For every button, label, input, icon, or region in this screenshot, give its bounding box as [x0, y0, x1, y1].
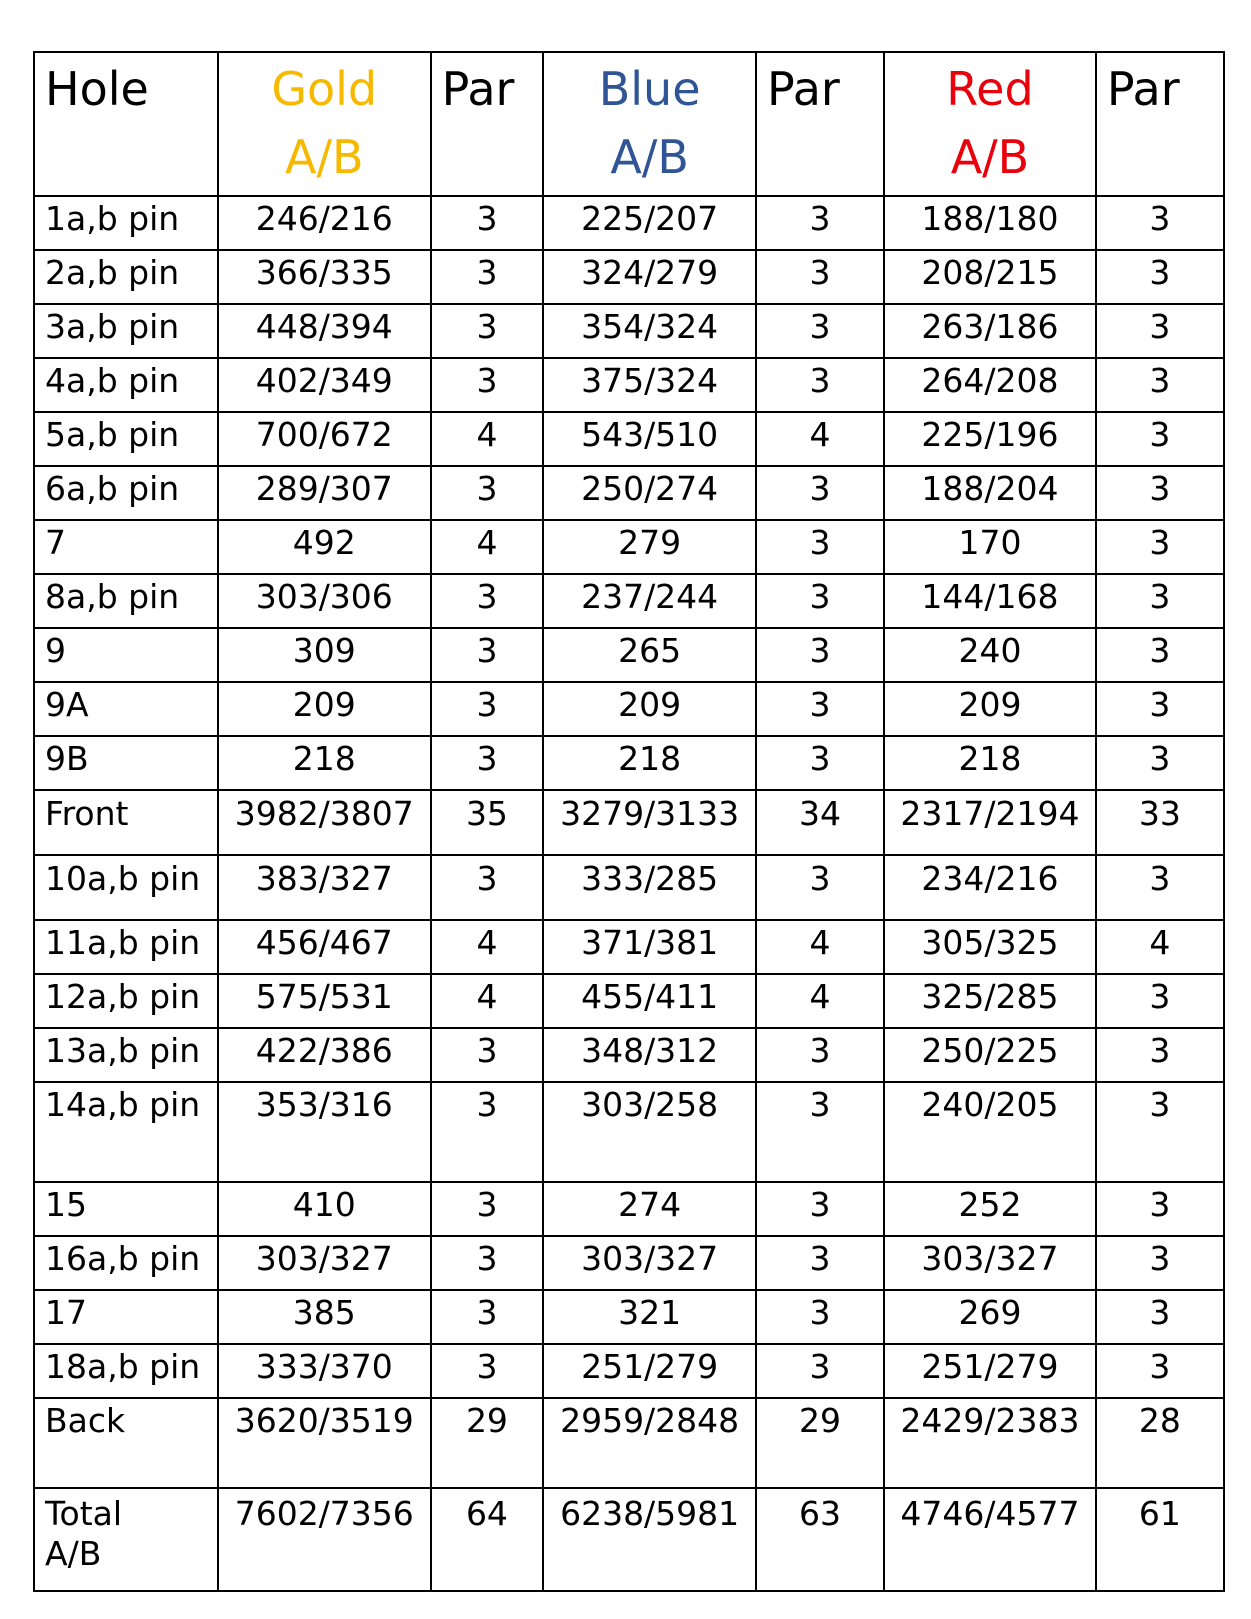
gold-distance: 385	[218, 1290, 431, 1344]
blue-par: 3	[756, 1290, 884, 1344]
red-distance: 188/180	[884, 196, 1096, 250]
table-row	[34, 920, 1224, 974]
red-distance: 325/285	[884, 974, 1096, 1028]
hole-cell: 11a,b pin	[34, 920, 218, 974]
blue-distance: 354/324	[543, 304, 756, 358]
red-par: 3	[1096, 682, 1224, 736]
table-row	[34, 520, 1224, 574]
hole-cell: 9	[34, 628, 218, 682]
gold-distance: 456/467	[218, 920, 431, 974]
hole-cell: 4a,b pin	[34, 358, 218, 412]
red-tee-sublabel: A/B	[950, 130, 1030, 184]
gold-par: 29	[431, 1398, 544, 1488]
gold-par: 4	[431, 974, 544, 1028]
red-par: 3	[1096, 1290, 1224, 1344]
hole-cell: 1a,b pin	[34, 196, 218, 250]
hole-cell: 6a,b pin	[34, 466, 218, 520]
red-distance: 225/196	[884, 412, 1096, 466]
gold-par: 3	[431, 1028, 544, 1082]
blue-par: 29	[756, 1398, 884, 1488]
blue-distance: 333/285	[543, 855, 756, 920]
gold-distance: 353/316	[218, 1082, 431, 1182]
blue-par: 4	[756, 412, 884, 466]
table-row	[34, 974, 1224, 1028]
scorecard-body	[34, 196, 1224, 1591]
total-label: Total	[45, 1494, 123, 1533]
hole-cell: 7	[34, 520, 218, 574]
red-par: 3	[1096, 520, 1224, 574]
hole-cell: 8a,b pin	[34, 574, 218, 628]
blue-distance: 543/510	[543, 412, 756, 466]
gold-par-header: Par	[431, 52, 544, 196]
table-row	[34, 1028, 1224, 1082]
hole-cell: 9A	[34, 682, 218, 736]
blue-distance: 279	[543, 520, 756, 574]
blue-par-header: Par	[756, 52, 884, 196]
red-par: 3	[1096, 855, 1224, 920]
gold-par: 3	[431, 1290, 544, 1344]
table-row	[34, 412, 1224, 466]
red-par: 3	[1096, 304, 1224, 358]
gold-par: 3	[431, 682, 544, 736]
red-distance: 144/168	[884, 574, 1096, 628]
blue-par: 3	[756, 1182, 884, 1236]
gold-distance: 303/327	[218, 1236, 431, 1290]
red-par: 3	[1096, 466, 1224, 520]
gold-distance: 3982/3807	[218, 790, 431, 855]
table-row	[34, 682, 1224, 736]
red-par: 28	[1096, 1398, 1224, 1488]
blue-distance: 375/324	[543, 358, 756, 412]
blue-par: 3	[756, 196, 884, 250]
table-row	[34, 855, 1224, 920]
red-par: 3	[1096, 628, 1224, 682]
red-par: 3	[1096, 574, 1224, 628]
scorecard-table	[33, 51, 1225, 1592]
red-par: 33	[1096, 790, 1224, 855]
hole-cell: 9B	[34, 736, 218, 790]
gold-distance: 575/531	[218, 974, 431, 1028]
red-distance: 234/216	[884, 855, 1096, 920]
blue-par: 3	[756, 628, 884, 682]
blue-par: 4	[756, 920, 884, 974]
blue-distance: 265	[543, 628, 756, 682]
blue-distance: 455/411	[543, 974, 756, 1028]
red-distance: 2317/2194	[884, 790, 1096, 855]
red-distance: 252	[884, 1182, 1096, 1236]
blue-par: 3	[756, 682, 884, 736]
hole-cell: Front	[34, 790, 218, 855]
gold-par: 3	[431, 736, 544, 790]
blue-distance: 225/207	[543, 196, 756, 250]
gold-par: 3	[431, 628, 544, 682]
table-row	[34, 628, 1224, 682]
gold-par: 3	[431, 304, 544, 358]
total-gold-distance: 7602/7356	[218, 1488, 431, 1591]
blue-par: 4	[756, 974, 884, 1028]
gold-par: 35	[431, 790, 544, 855]
table-row	[34, 1290, 1224, 1344]
blue-tee-header	[543, 52, 756, 196]
blue-distance: 274	[543, 1182, 756, 1236]
total-gold-par: 64	[431, 1488, 544, 1591]
gold-distance: 246/216	[218, 196, 431, 250]
hole-cell: 12a,b pin	[34, 974, 218, 1028]
blue-distance: 250/274	[543, 466, 756, 520]
gold-par: 3	[431, 1236, 544, 1290]
blue-distance: 303/327	[543, 1236, 756, 1290]
red-distance: 209	[884, 682, 1096, 736]
table-row	[34, 466, 1224, 520]
blue-distance: 3279/3133	[543, 790, 756, 855]
red-par: 3	[1096, 412, 1224, 466]
hole-cell: 10a,b pin	[34, 855, 218, 920]
gold-distance: 402/349	[218, 358, 431, 412]
blue-distance: 209	[543, 682, 756, 736]
total-red-par: 61	[1096, 1488, 1224, 1591]
gold-distance: 448/394	[218, 304, 431, 358]
hole-cell: 3a,b pin	[34, 304, 218, 358]
gold-distance: 700/672	[218, 412, 431, 466]
red-distance: 250/225	[884, 1028, 1096, 1082]
gold-par: 3	[431, 466, 544, 520]
gold-par: 3	[431, 1182, 544, 1236]
hole-cell: Back	[34, 1398, 218, 1488]
red-par: 3	[1096, 196, 1224, 250]
red-tee-label: Red	[946, 62, 1034, 116]
red-par-header: Par	[1096, 52, 1224, 196]
red-tee-header	[884, 52, 1096, 196]
red-par: 3	[1096, 250, 1224, 304]
gold-distance: 492	[218, 520, 431, 574]
blue-par: 3	[756, 304, 884, 358]
gold-tee-label: Gold	[271, 62, 378, 116]
red-distance: 170	[884, 520, 1096, 574]
red-par: 3	[1096, 1344, 1224, 1398]
hole-cell: 14a,b pin	[34, 1082, 218, 1182]
table-row	[34, 304, 1224, 358]
hole-cell: 16a,b pin	[34, 1236, 218, 1290]
total-red-distance: 4746/4577	[884, 1488, 1096, 1591]
gold-distance: 3620/3519	[218, 1398, 431, 1488]
blue-par: 3	[756, 250, 884, 304]
blue-distance: 251/279	[543, 1344, 756, 1398]
table-row	[34, 574, 1224, 628]
blue-distance: 324/279	[543, 250, 756, 304]
blue-distance: 371/381	[543, 920, 756, 974]
hole-cell: 17	[34, 1290, 218, 1344]
blue-par: 3	[756, 358, 884, 412]
hole-cell: 13a,b pin	[34, 1028, 218, 1082]
gold-distance: 410	[218, 1182, 431, 1236]
blue-par: 3	[756, 1344, 884, 1398]
gold-par: 3	[431, 358, 544, 412]
table-row	[34, 1082, 1224, 1182]
hole-cell: 5a,b pin	[34, 412, 218, 466]
red-distance: 208/215	[884, 250, 1096, 304]
red-distance: 218	[884, 736, 1096, 790]
table-row	[34, 358, 1224, 412]
red-distance: 305/325	[884, 920, 1096, 974]
gold-par: 3	[431, 1082, 544, 1182]
gold-distance: 422/386	[218, 1028, 431, 1082]
hole-column-header: Hole	[34, 52, 218, 196]
red-par: 4	[1096, 920, 1224, 974]
total-row	[34, 1488, 1224, 1591]
red-par: 3	[1096, 1236, 1224, 1290]
total-hole-cell	[34, 1488, 218, 1591]
blue-distance: 348/312	[543, 1028, 756, 1082]
red-distance: 240/205	[884, 1082, 1096, 1182]
table-row	[34, 790, 1224, 855]
blue-par: 3	[756, 736, 884, 790]
blue-distance: 218	[543, 736, 756, 790]
gold-distance: 209	[218, 682, 431, 736]
gold-par: 4	[431, 520, 544, 574]
blue-distance: 237/244	[543, 574, 756, 628]
red-par: 3	[1096, 736, 1224, 790]
blue-par: 3	[756, 466, 884, 520]
total-blue-par: 63	[756, 1488, 884, 1591]
blue-par: 3	[756, 574, 884, 628]
gold-tee-sublabel: A/B	[284, 130, 364, 184]
table-row	[34, 736, 1224, 790]
blue-par: 3	[756, 855, 884, 920]
gold-par: 3	[431, 250, 544, 304]
blue-tee-label: Blue	[598, 62, 701, 116]
header-row	[34, 52, 1224, 196]
gold-par: 3	[431, 574, 544, 628]
total-sublabel: A/B	[45, 1533, 102, 1573]
blue-distance: 2959/2848	[543, 1398, 756, 1488]
hole-cell: 18a,b pin	[34, 1344, 218, 1398]
gold-par: 3	[431, 1344, 544, 1398]
blue-tee-sublabel: A/B	[610, 130, 689, 184]
table-row	[34, 1398, 1224, 1488]
blue-par: 3	[756, 520, 884, 574]
red-distance: 188/204	[884, 466, 1096, 520]
red-par: 3	[1096, 358, 1224, 412]
gold-distance: 218	[218, 736, 431, 790]
blue-par: 3	[756, 1236, 884, 1290]
red-distance: 251/279	[884, 1344, 1096, 1398]
blue-par: 3	[756, 1028, 884, 1082]
red-par: 3	[1096, 1028, 1224, 1082]
gold-tee-header	[218, 52, 431, 196]
gold-distance: 383/327	[218, 855, 431, 920]
table-row	[34, 1182, 1224, 1236]
red-par: 3	[1096, 1182, 1224, 1236]
red-distance: 303/327	[884, 1236, 1096, 1290]
red-distance: 264/208	[884, 358, 1096, 412]
red-par: 3	[1096, 974, 1224, 1028]
blue-par: 3	[756, 1082, 884, 1182]
gold-distance: 309	[218, 628, 431, 682]
gold-distance: 366/335	[218, 250, 431, 304]
blue-par: 34	[756, 790, 884, 855]
hole-cell: 2a,b pin	[34, 250, 218, 304]
red-distance: 240	[884, 628, 1096, 682]
table-row	[34, 250, 1224, 304]
gold-par: 4	[431, 412, 544, 466]
table-row	[34, 1236, 1224, 1290]
red-distance: 263/186	[884, 304, 1096, 358]
gold-distance: 303/306	[218, 574, 431, 628]
total-blue-distance: 6238/5981	[543, 1488, 756, 1591]
red-distance: 269	[884, 1290, 1096, 1344]
gold-par: 4	[431, 920, 544, 974]
gold-distance: 333/370	[218, 1344, 431, 1398]
gold-par: 3	[431, 855, 544, 920]
gold-distance: 289/307	[218, 466, 431, 520]
red-par: 3	[1096, 1082, 1224, 1182]
blue-distance: 321	[543, 1290, 756, 1344]
table-row	[34, 1344, 1224, 1398]
gold-par: 3	[431, 196, 544, 250]
red-distance: 2429/2383	[884, 1398, 1096, 1488]
table-row	[34, 196, 1224, 250]
blue-distance: 303/258	[543, 1082, 756, 1182]
hole-cell: 15	[34, 1182, 218, 1236]
